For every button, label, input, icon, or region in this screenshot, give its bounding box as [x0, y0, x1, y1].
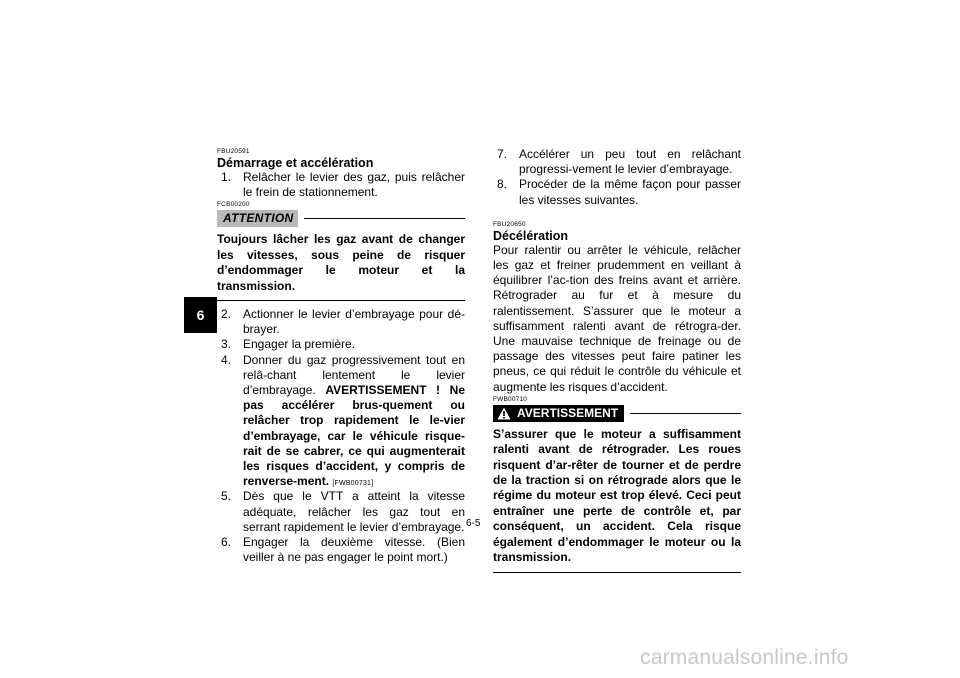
- steps-list-b: [217, 307, 465, 565]
- list-item: [493, 147, 741, 177]
- warning-rule-top: [630, 413, 741, 414]
- section-heading-decel: Décélération: [493, 228, 569, 243]
- list-item: [217, 489, 465, 535]
- section-code: FBU20591: [217, 148, 250, 155]
- step-number: 6.: [221, 535, 232, 550]
- section-code: FBU20650: [493, 220, 526, 228]
- step4-code: [FWB00731]: [332, 480, 374, 488]
- chapter-tab: [184, 297, 217, 333]
- step-text-4: [243, 353, 465, 490]
- steps-list-a: [217, 170, 465, 200]
- attention-text: Toujours lâcher les gaz avant de changer les vitesses, sous peine de risquer d’endommager le moteur et la transmission.: [217, 232, 465, 293]
- list-item: [217, 337, 465, 352]
- warning-text: S’assurer que le moteur a suffisamment ralenti avant de rétrograder. Les roues risquent d’ar-rêter de tourner et de perdre de la traction si on rétrograde alors que le régime du moteur est trop élevé. Ceci peut entraîner une perte de contrôle et, par conséquent, un accident. Cela risque également d’endommager le moteur ou la transmission.: [493, 426, 741, 565]
- section-heading-start: Démarrage et accélération: [217, 156, 374, 170]
- warning-code: FWB00710: [493, 395, 528, 403]
- step-text: Accélérer un peu tout en relâchant progressi-vement le levier d’embrayage.: [519, 147, 741, 177]
- list-item: [217, 535, 465, 565]
- attention-rule-top: [304, 218, 465, 219]
- step-text: Relâcher le levier des gaz, puis relâcher le frein de stationnement.: [243, 170, 465, 200]
- step-number: 1.: [221, 170, 232, 184]
- list-item: [217, 353, 465, 490]
- watermark: carmanualsonline.info: [640, 646, 849, 669]
- step-number: 3.: [221, 337, 232, 352]
- attention-header: [217, 210, 465, 227]
- attention-label: ATTENTION: [217, 210, 298, 227]
- step-number: 8.: [497, 177, 508, 192]
- warning-header: [493, 405, 741, 422]
- step4-text: Donner du gaz progressivement tout en relâ-chant lentement le levier d’embrayage.: [243, 352, 465, 398]
- step-number: 7.: [497, 147, 508, 161]
- decel-paragraph: Pour ralentir ou arrêter le véhicule, relâcher les gaz et freiner prudemment en veillant à équilibrer l’ac-tion des freins avant et arrière. Rétrograder au fur et à mesure du ralentissement. S’assurer que le moteur a suffisamment ralenti avant de rétrogra-der. Une mauvaise technique de freinage ou de passage des vitesses peut faire patiner les pneus, ce qui réduit le contrôle du véhicule et augmente les risques d’accident.: [493, 242, 741, 394]
- step-text: Engager la deuxième vitesse. (Bien veiller à ne pas engager le point mort.): [243, 535, 465, 565]
- step-text: Procéder de la même façon pour passer les vitesses suivantes.: [519, 177, 741, 207]
- steps-list-c: [493, 147, 741, 208]
- right-column: [493, 147, 741, 579]
- step-text: Engager la première.: [243, 337, 356, 352]
- warning-label: AVERTISSEMENT: [517, 405, 619, 420]
- list-item: [493, 177, 741, 207]
- step-text: Actionner le levier d’embrayage pour dé-brayer.: [243, 307, 465, 337]
- step-number: 4.: [221, 352, 232, 367]
- attention-rule-bottom: [217, 300, 465, 301]
- step-number: 5.: [221, 489, 232, 504]
- list-item: [217, 170, 465, 200]
- chapter-number: 6: [196, 307, 205, 323]
- list-item: [217, 307, 465, 337]
- page-number: 6-5: [466, 518, 481, 529]
- warning-triangle-icon: [497, 407, 511, 420]
- warning-rule-bottom: [493, 572, 741, 573]
- step-number: 2.: [221, 307, 232, 322]
- warning-label-box: [493, 405, 624, 422]
- left-column: [217, 148, 465, 565]
- step-text: Dès que le VTT a atteint la vitesse adéquate, relâcher les gaz tout en serrant rapidement le levier d’embrayage.: [243, 489, 465, 534]
- step4-warning: AVERTISSEMENT ! Ne pas accélérer brus-quement ou relâcher trop rapidement le le-vier d’embrayage, car le véhicule risque-rait de se cabrer, ce qui augmenterait les risques d’accident, y compris de renverse-ment.: [243, 383, 465, 489]
- attention-code: FCB00200: [217, 201, 250, 209]
